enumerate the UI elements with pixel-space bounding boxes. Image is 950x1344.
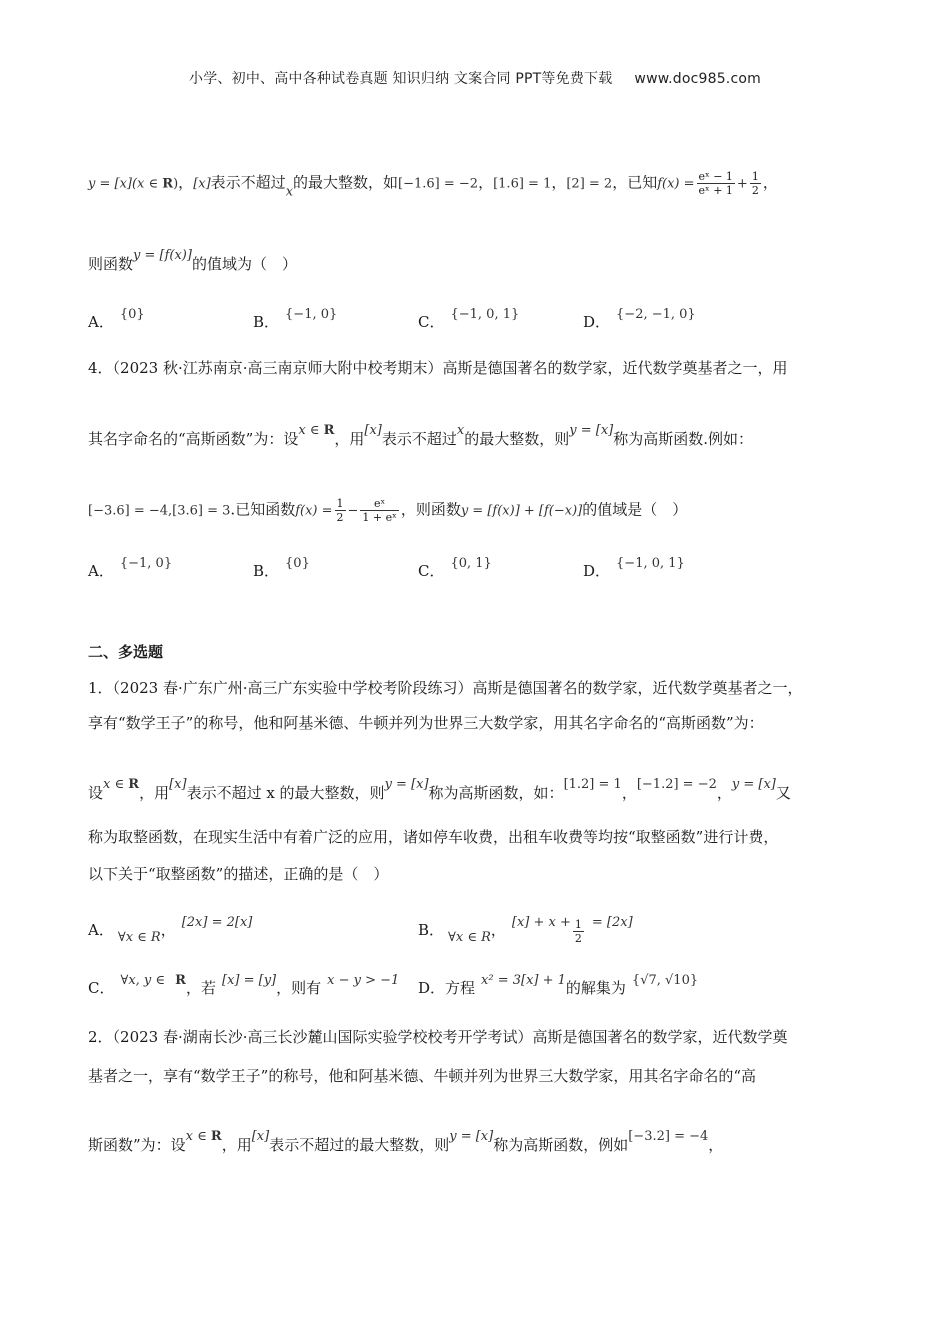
q3-option-d[interactable]: D． {−2, −1, 0}: [583, 307, 696, 331]
q3-option-c[interactable]: C． {−1, 0, 1}: [418, 307, 520, 331]
q4-line2: 其名字命名的“高斯函数”为：设x ∈ R，用[x]表示不超过x的最大整数，则y = [x]称为高斯函数.例如：: [88, 423, 754, 448]
m1-line3: 设x ∈ R，用[x]表示不超过 x 的最大整数，则y = [x]称为高斯函数，如：[1.2] = 1，[−1.2] = −2，y = [x]又: [88, 777, 791, 802]
m1-line4: 称为取整函数，在现实生活中有着广泛的应用，诸如停车收费，出租车收费等均按“取整函数”进行计费，: [88, 828, 779, 846]
q4-option-d[interactable]: D． {−1, 0, 1}: [583, 556, 685, 580]
m2-line1: 2．（2023 春·湖南长沙·高三长沙麓山国际实验学校校考开学考试）高斯是德国著名的数学家，近代数学奠: [88, 1028, 788, 1046]
m1-option-c[interactable]: C． ∀x, y ∈ R，若 [x] = [y]，则有 x − y > −1: [88, 973, 400, 997]
page-header: [0, 68, 950, 88]
q4-line1: 4．（2023 秋·江苏南京·高三南京师大附中校考期末）高斯是德国著名的数学家，近代数学奠基者之一，用: [88, 359, 788, 377]
q3-fraction-1: $\frac{\text{eˣ − 1}}{\text{eˣ + 1}}$: [698, 170, 733, 197]
q4-option-a[interactable]: A． {−1, 0}: [88, 556, 173, 580]
header-text: 小学、初中、高中各种试卷真题 知识归纳 文案合同 PPT等免费下载: [189, 71, 613, 87]
m1-line1: 1．（2023 春·广东广州·高三广东实验中学校考阶段练习）高斯是德国著名的数学家，近代数学奠基者之一，: [88, 679, 803, 697]
q3-line1: y = [x](x ∈ R)，[x]表示不超过x的最大整数，如[−1.6] = −2，[1.6] = 1，[2] = 2，已知f(x) = $\frac{\text{eˣ − 1}}{\text{eˣ + 1}}$ + $\frac{1}{2}$ ，: [88, 170, 778, 200]
m1-option-b[interactable]: B． ∀x ∈ R， [x] + x + $\frac{1}{2}$ = [2x]: [418, 915, 633, 945]
m1-option-b-fraction: $\frac{1}{2}$: [574, 917, 582, 945]
section-heading-multiple-choice: 二、多选题: [88, 643, 164, 661]
q3-line2: 则函数y = [f(x)]的值域为（ ）: [88, 248, 297, 273]
q4-fraction-1: $\frac{1}{2}$: [336, 497, 344, 524]
q4-fraction-2: $\frac{\text{eˣ}}{\text{1 + eˣ}}$: [362, 497, 397, 524]
m1-option-a[interactable]: A． ∀x ∈ R， [2x] = 2[x]: [88, 915, 253, 945]
header-site-link[interactable]: www.doc985.com: [634, 71, 761, 87]
q3-option-b[interactable]: B． {−1, 0}: [253, 307, 338, 331]
q4-line3: [−3.6] = −4,[3.6] = 3.已知函数f(x) = $\frac{1}{2}$ − $\frac{\text{eˣ}}{\text{1 + eˣ}}$ ，则函数y = [f(x)] + [f(−x)]的值域是（ ）: [88, 497, 688, 524]
m2-line3: 斯函数”为：设x ∈ R，用[x]表示不超过的最大整数，则y = [x]称为高斯函数，例如[−3.2] = −4，: [88, 1129, 724, 1154]
m2-line2: 基者之一，享有“数学王子”的称号，他和阿基米德、牛顿并列为世界三大数学家，用其名字命名的“高: [88, 1067, 757, 1085]
m1-option-d[interactable]: D．方程 x² = 3[x] + 1的解集为 {√7, √10}: [418, 973, 699, 997]
m1-line2: 享有“数学王子”的称号，他和阿基米德、牛顿并列为世界三大数学家，用其名字命名的“高斯函数”为：: [88, 714, 764, 732]
q3-fraction-2: $\frac{1}{2}$: [751, 170, 759, 197]
q4-option-c[interactable]: C． {0, 1}: [418, 556, 492, 580]
q4-option-b[interactable]: B． {0}: [253, 556, 310, 580]
m1-line5: 以下关于“取整函数”的描述，正确的是（ ）: [88, 865, 389, 883]
q3-option-a[interactable]: A． {0}: [88, 307, 145, 331]
